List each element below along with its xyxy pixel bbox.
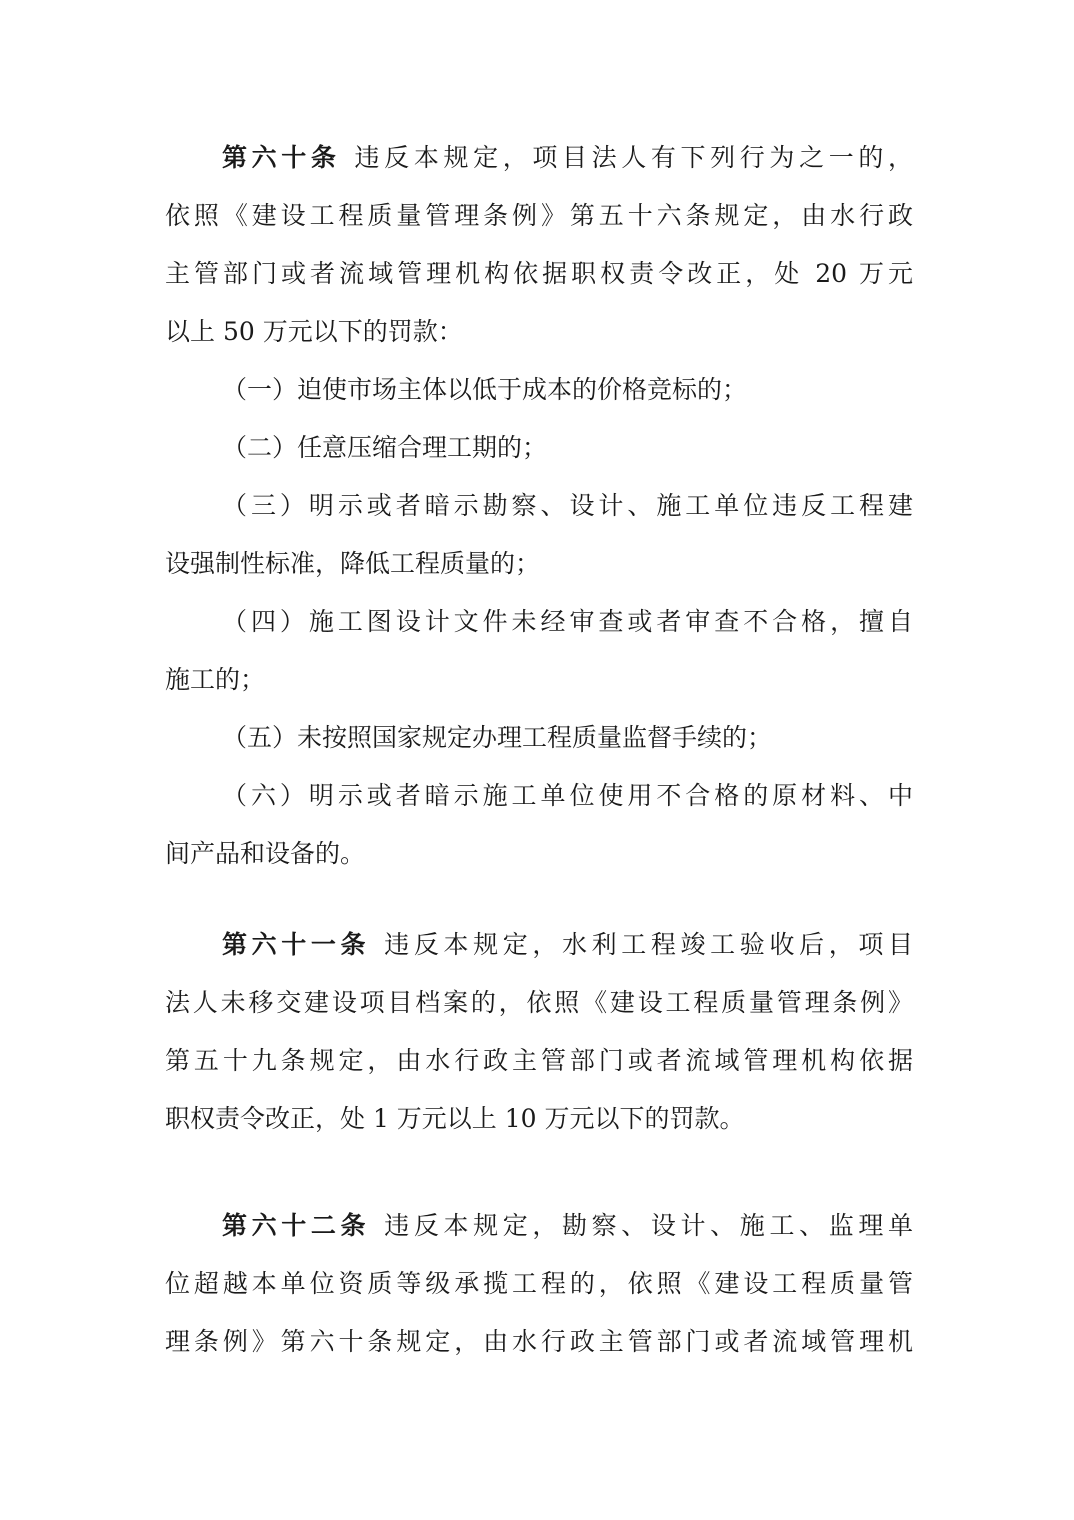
article-heading: 第六十二条 — [222, 1211, 371, 1240]
article-first-line — [165, 1197, 913, 1255]
article-line: 法人未移交建设项目档案的，依照《建设工程质量管理条例》 — [165, 988, 913, 1017]
article-line: 职权责令改正，处 1 万元以上 10 万元以下的罚款。 — [165, 1104, 745, 1133]
list-item-4-continuation: 施工的； — [165, 665, 266, 694]
list-item-4: （四）施工图设计文件未经审查或者审查不合格，擅自 — [222, 607, 913, 636]
list-item-2: （二）任意压缩合理工期的； — [222, 433, 548, 462]
article-text: 违反本规定，水利工程竣工验收后，项目 — [384, 930, 913, 959]
article-line: 以上 50 万元以下的罚款： — [165, 317, 463, 346]
article-line: 理条例》第六十条规定，由水行政主管部门或者流域管理机 — [165, 1327, 913, 1356]
article-heading: 第六十条 — [222, 143, 341, 172]
article-heading: 第六十一条 — [222, 930, 371, 959]
article-line: 主管部门或者流域管理机构依据职权责令改正，处 20 万元 — [165, 259, 913, 288]
article-60 — [165, 129, 913, 883]
list-item-3-continuation: 设强制性标准，降低工程质量的； — [165, 549, 541, 578]
list-item-1: （一）迫使市场主体以低于成本的价格竞标的； — [222, 375, 748, 404]
article-line: 位超越本单位资质等级承揽工程的，依照《建设工程质量管 — [165, 1269, 913, 1298]
article-text: 违反本规定，勘察、设计、施工、监理单 — [384, 1211, 913, 1240]
list-item-6: （六）明示或者暗示施工单位使用不合格的原材料、中 — [222, 781, 913, 810]
article-line: 第五十九条规定，由水行政主管部门或者流域管理机构依据 — [165, 1046, 913, 1075]
list-item-5: （五）未按照国家规定办理工程质量监督手续的； — [222, 723, 773, 752]
article-first-line — [165, 129, 913, 187]
article-text: 违反本规定，项目法人有下列行为之一的， — [354, 143, 913, 172]
article-61 — [165, 916, 913, 1148]
list-item-6-continuation: 间产品和设备的。 — [165, 839, 366, 868]
article-62 — [165, 1197, 913, 1371]
list-item-3: （三）明示或者暗示勘察、设计、施工单位违反工程建 — [222, 491, 913, 520]
article-line: 依照《建设工程质量管理条例》第五十六条规定，由水行政 — [165, 201, 913, 230]
article-first-line — [165, 916, 913, 974]
